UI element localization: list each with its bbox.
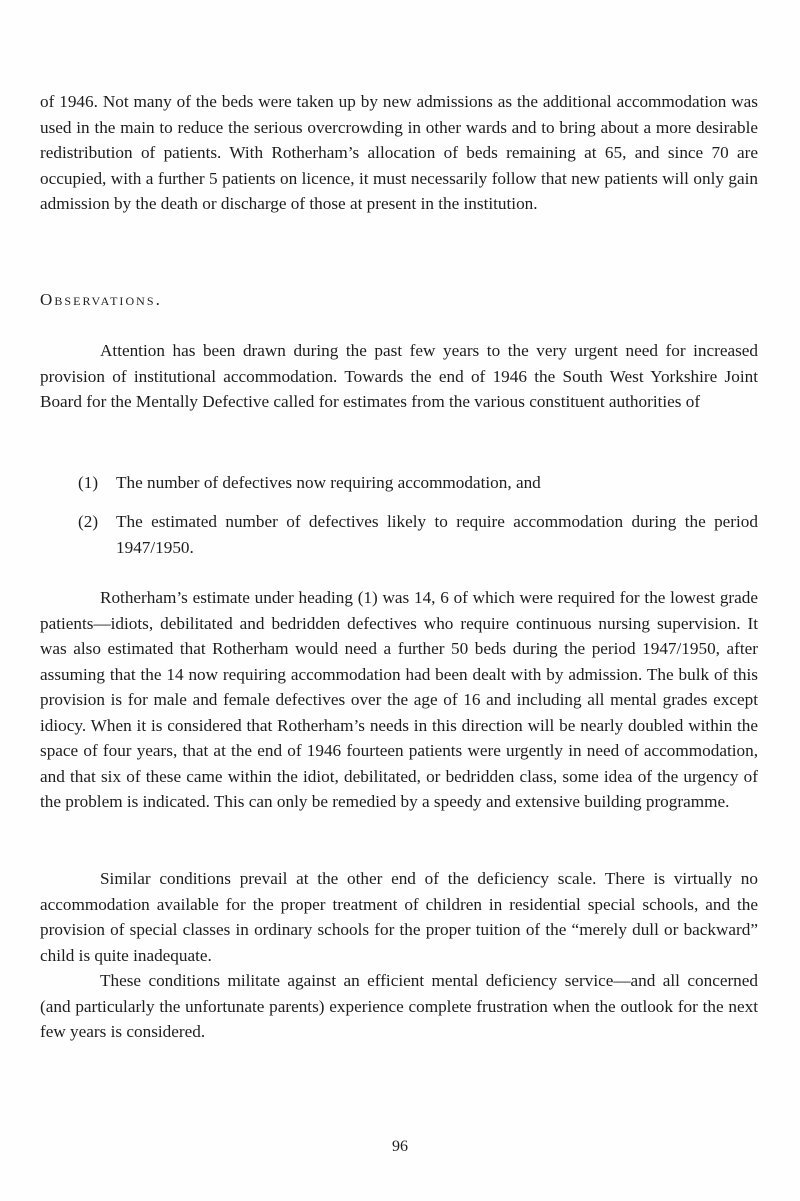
paragraph-1: of 1946. Not many of the beds were taken up by new admissions as the additional accommodation was used in the main to reduce the serious overcrowding in other wards and to bring about a more desirable redistribution of patients. With Rotherham’s allocation of beds remaining at 65, and since 70 are occupied, with a further 5 patients on licence, it must necessarily follow that new patients will only gain admission by the death or discharge of those at present in the institution. — [40, 92, 758, 213]
list-number: (2) — [78, 512, 99, 531]
paragraph-4: Similar conditions prevail at the other end of the deficiency scale. There is virtually no accommodation available for the proper treatment of children in residential special schools, and the provision of special classes in ordinary schools for the proper tuition of the “merely dull or backward” child is quite inadequate. — [40, 869, 758, 965]
list-text: The estimated number of defectives likely to require accommodation during the period 1947/1950. — [116, 512, 758, 557]
list-item — [78, 470, 758, 496]
paragraph-5: These conditions militate against an efficient mental deficiency service—and all concerned (and particularly the unfortunate parents) experience complete frustration when the outlook for the next few years is considered. — [40, 971, 758, 1041]
page-number: 96 — [392, 1138, 408, 1155]
paragraph-3: Rotherham’s estimate under heading (1) was 14, 6 of which were required for the lowest grade patients—idiots, debilitated and bedridden defectives who require continuous nursing supervision. It was also estimated that Rotherham would need a further 50 beds during the period 1947/1950, after assuming that the 14 now requiring accommodation had been dealt with by admission. The bulk of this provision is for male and female defectives over the age of 16 and including all mental grades except idiocy. When it is considered that Rotherham’s needs in this direction will be nearly doubled within the space of four years, that at the end of 1946 fourteen patients were urgently in need of accommodation, and that six of these came within the idiot, debilitated, or bedridden class, some idea of the urgency of the problem is indicated. This can only be remedied by a speedy and extensive building programme. — [40, 588, 758, 811]
paragraph-2: Attention has been drawn during the past few years to the very urgent need for increased provision of institutional accommodation. Towards the end of 1946 the South West Yorkshire Joint Board for the Mentally Defective called for estimates from the various constituent authorities of — [40, 341, 758, 411]
list-text: The number of defectives now requiring accommodation, and — [116, 473, 541, 492]
list-item — [78, 509, 758, 560]
list-number: (1) — [78, 473, 99, 492]
section-heading: Observations. — [40, 290, 162, 309]
